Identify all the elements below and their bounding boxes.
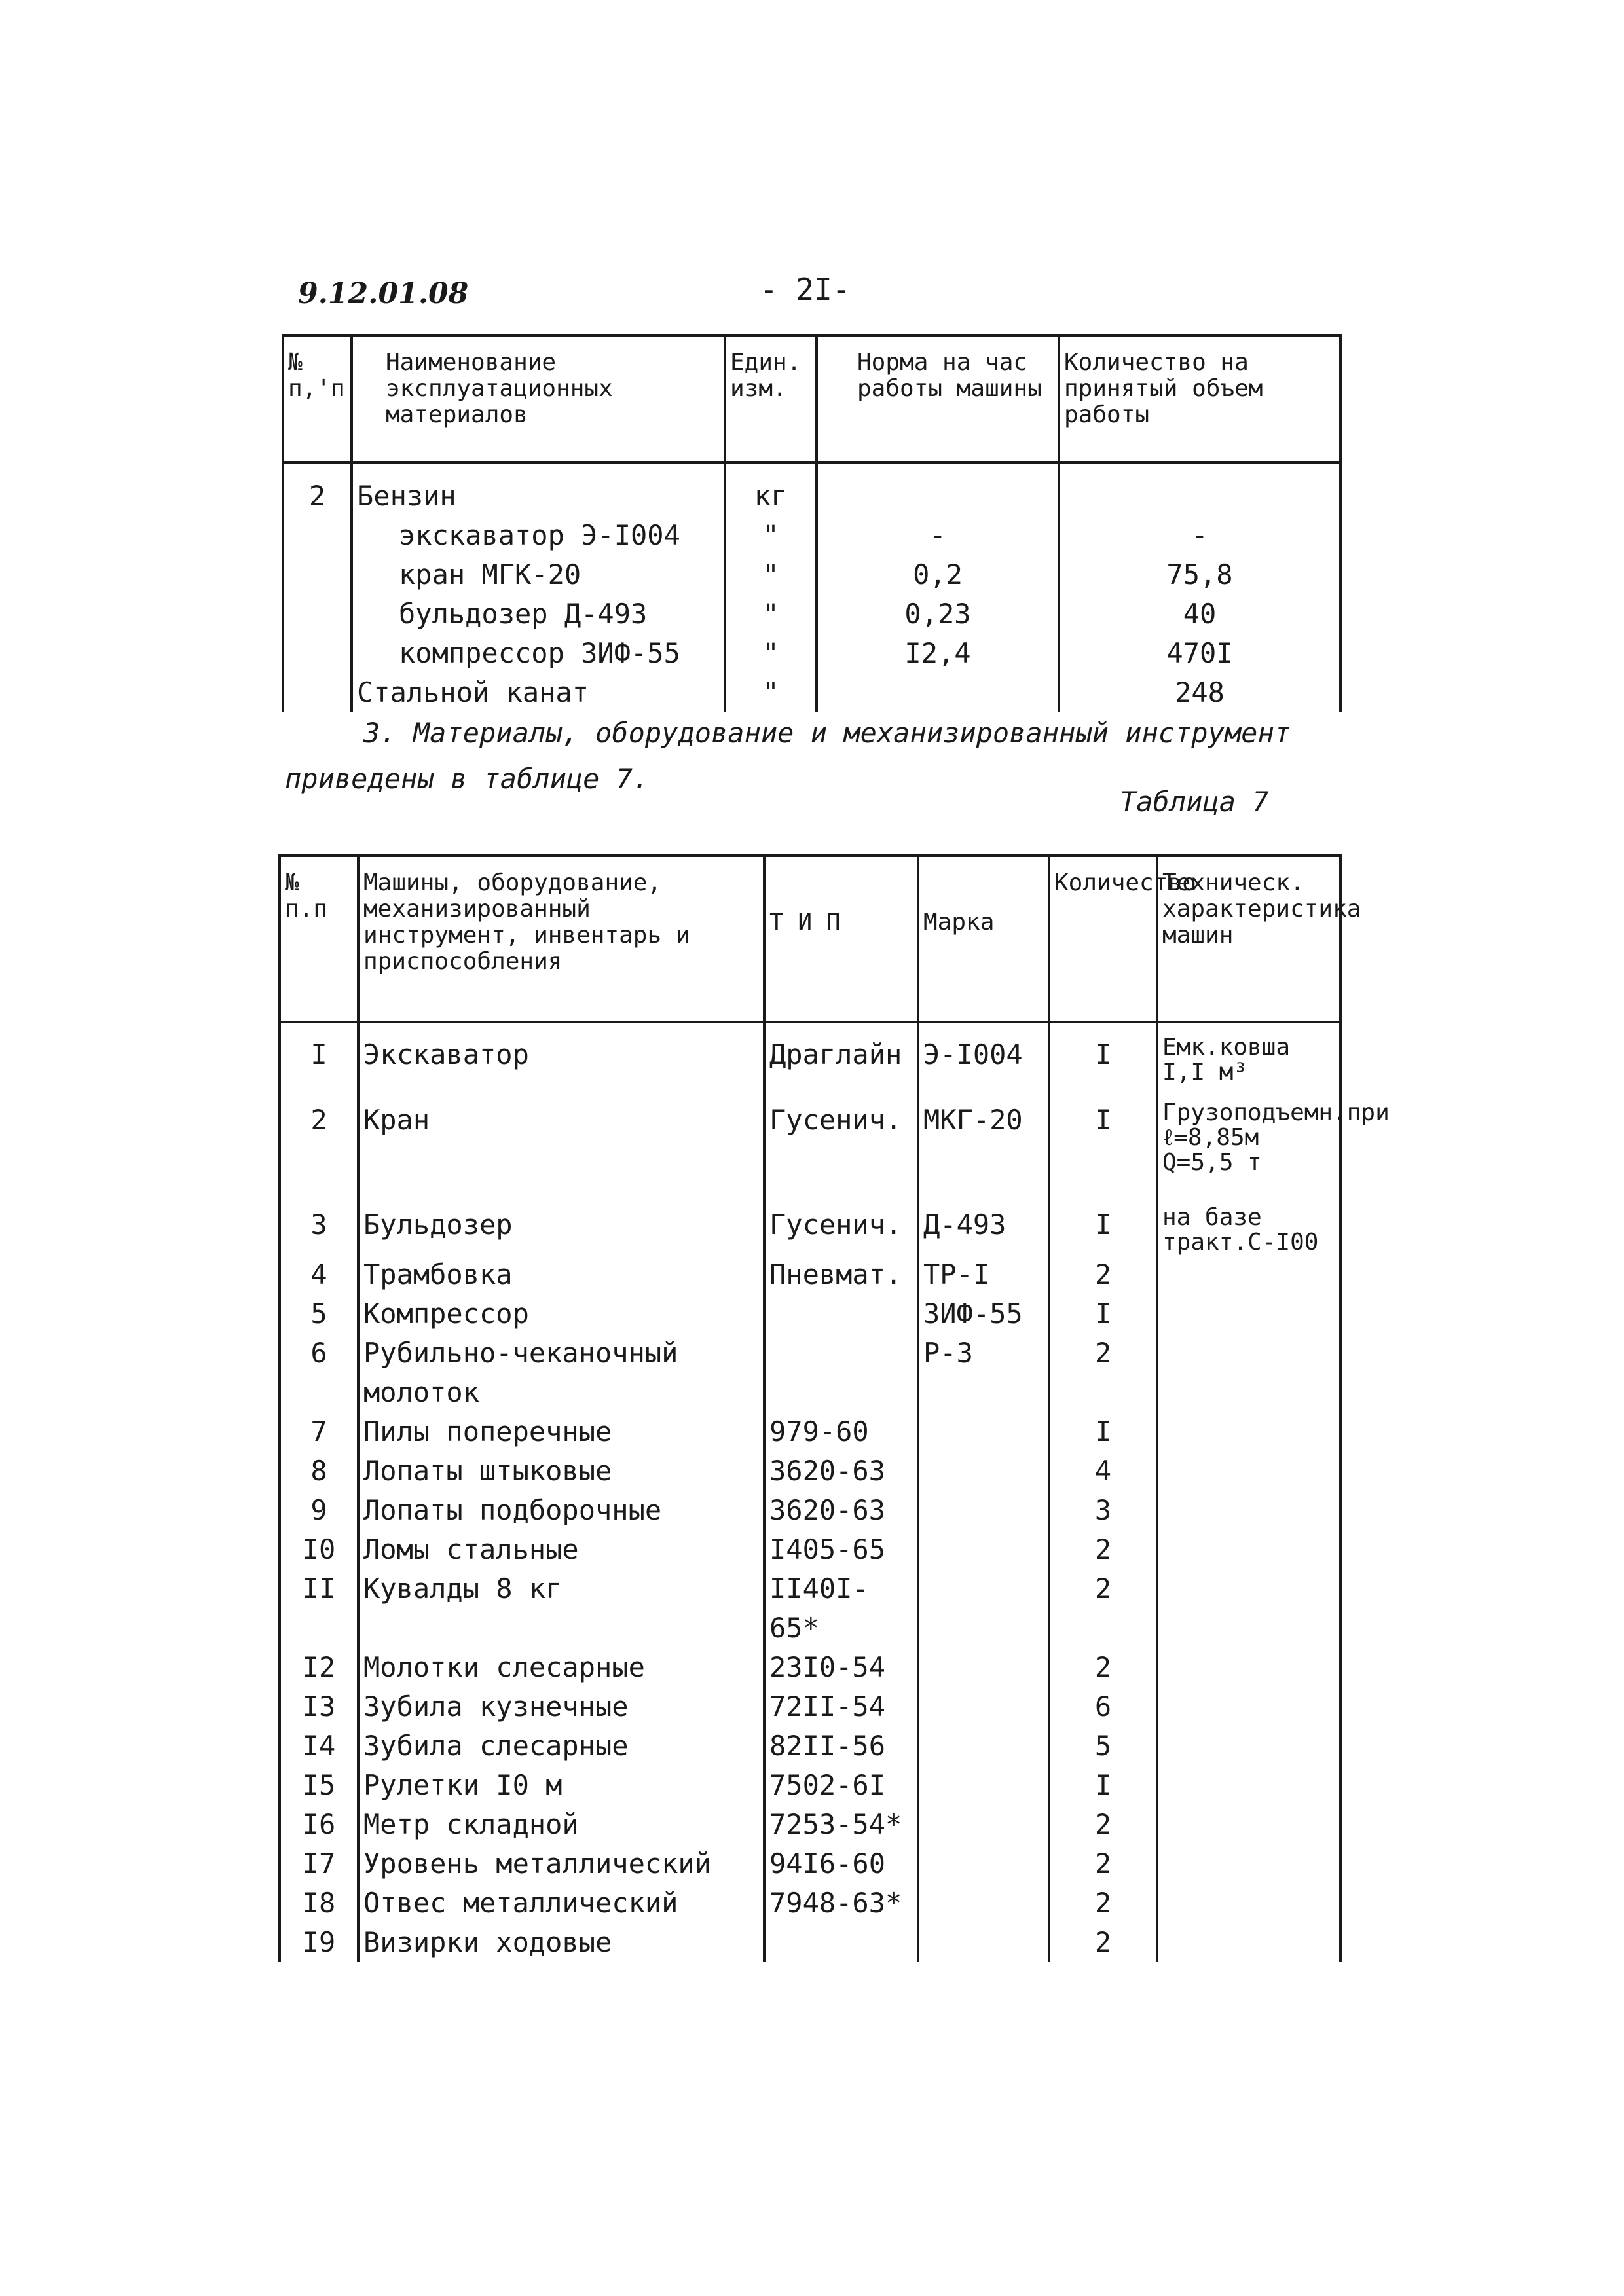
table-row	[280, 1101, 1340, 1205]
technical-specs	[1157, 1530, 1340, 1569]
norm-per-hour	[817, 673, 1059, 712]
col-header-name: Машины, оборудование, механизированный инструмент, инвентарь и приспособления	[358, 856, 764, 1022]
technical-specs	[1157, 1766, 1340, 1805]
row-number	[283, 594, 352, 634]
equipment-name: Бульдозер	[358, 1205, 764, 1255]
total-quantity: 75,8	[1059, 555, 1340, 594]
row-number: I3	[280, 1687, 358, 1726]
table-row	[283, 555, 1340, 594]
equipment-quantity: I	[1049, 1022, 1157, 1101]
equipment-quantity: 3	[1049, 1491, 1157, 1530]
col-header-type: Т И П	[764, 856, 918, 1022]
paragraph-line-1: 3. Материалы, оборудование и механизированный инструмент	[363, 717, 1291, 749]
unit: "	[725, 555, 817, 594]
row-number	[283, 516, 352, 555]
equipment-name: Отвес металлический	[358, 1884, 764, 1923]
table-row	[280, 1648, 1340, 1687]
equipment-type: Драглайн	[764, 1022, 918, 1101]
document-code: 9.12.01.08	[298, 277, 469, 310]
norm-per-hour	[817, 462, 1059, 516]
material-name: компрессор ЗИФ-55	[352, 634, 725, 673]
row-number: 2	[283, 462, 352, 516]
equipment-brand	[918, 1412, 1049, 1451]
equipment-brand	[918, 1491, 1049, 1530]
row-number: 8	[280, 1451, 358, 1491]
equipment-quantity: I	[1049, 1101, 1157, 1205]
equipment-brand	[918, 1766, 1049, 1805]
materials-table	[282, 334, 1342, 712]
table-row	[280, 1805, 1340, 1844]
equipment-type: 7948-63*	[764, 1884, 918, 1923]
row-number: I8	[280, 1884, 358, 1923]
equipment-brand	[918, 1451, 1049, 1491]
table-row	[280, 1334, 1340, 1412]
row-number: I5	[280, 1766, 358, 1805]
equipment-quantity: 5	[1049, 1726, 1157, 1766]
material-name: бульдозер Д-493	[352, 594, 725, 634]
table-row	[283, 462, 1340, 516]
equipment-quantity: 2	[1049, 1844, 1157, 1884]
total-quantity	[1059, 462, 1340, 516]
equipment-brand	[918, 1923, 1049, 1962]
equipment-name: Рулетки I0 м	[358, 1766, 764, 1805]
technical-specs	[1157, 1451, 1340, 1491]
table-row	[280, 1923, 1340, 1962]
equipment-brand: МКГ-20	[918, 1101, 1049, 1205]
technical-specs	[1157, 1569, 1340, 1648]
technical-specs	[1157, 1687, 1340, 1726]
table-row	[280, 1412, 1340, 1451]
table-row	[280, 1255, 1340, 1294]
table-row	[283, 516, 1340, 555]
equipment-name: Метр складной	[358, 1805, 764, 1844]
norm-per-hour: 0,2	[817, 555, 1059, 594]
equipment-name: Кран	[358, 1101, 764, 1205]
row-number	[283, 555, 352, 594]
table-header-row	[283, 335, 1340, 462]
equipment-quantity: 2	[1049, 1884, 1157, 1923]
row-number	[283, 634, 352, 673]
equipment-quantity: I	[1049, 1294, 1157, 1334]
equipment-quantity: I	[1049, 1412, 1157, 1451]
equipment-name: Лопаты подборочные	[358, 1491, 764, 1530]
row-number: 5	[280, 1294, 358, 1334]
table-row	[280, 1294, 1340, 1334]
table-caption: Таблица 7	[1120, 786, 1269, 818]
norm-per-hour: 0,23	[817, 594, 1059, 634]
technical-specs: на базе тракт.С-I00	[1157, 1205, 1340, 1255]
col-header-num: № п,'п	[283, 335, 352, 462]
equipment-quantity: 6	[1049, 1687, 1157, 1726]
equipment-type: 23I0-54	[764, 1648, 918, 1687]
equipment-name: Трамбовка	[358, 1255, 764, 1294]
table-row	[280, 1205, 1340, 1255]
row-number: I2	[280, 1648, 358, 1687]
equipment-quantity: I	[1049, 1205, 1157, 1255]
equipment-brand	[918, 1648, 1049, 1687]
equipment-quantity: 2	[1049, 1569, 1157, 1648]
row-number: II	[280, 1569, 358, 1648]
equipment-name: Молотки слесарные	[358, 1648, 764, 1687]
equipment-brand: Э-I004	[918, 1022, 1049, 1101]
table-row	[280, 1726, 1340, 1766]
equipment-brand	[918, 1844, 1049, 1884]
col-header-tech: Техническ. характеристика машин	[1157, 856, 1340, 1022]
equipment-table	[278, 854, 1390, 1962]
unit: "	[725, 594, 817, 634]
equipment-quantity: 2	[1049, 1805, 1157, 1844]
col-header-qty: Количество	[1049, 856, 1157, 1022]
material-name: Бензин	[352, 462, 725, 516]
equipment-brand	[918, 1530, 1049, 1569]
equipment-quantity: 2	[1049, 1530, 1157, 1569]
row-number: 3	[280, 1205, 358, 1255]
equipment-brand	[918, 1687, 1049, 1726]
unit: "	[725, 673, 817, 712]
equipment-type: 3620-63	[764, 1491, 918, 1530]
equipment-name: Зубила кузнечные	[358, 1687, 764, 1726]
table-row	[280, 1844, 1340, 1884]
technical-specs	[1157, 1923, 1340, 1962]
table-header-row	[280, 856, 1340, 1022]
table-row	[283, 594, 1340, 634]
equipment-brand: Р-3	[918, 1334, 1049, 1412]
technical-specs	[1157, 1491, 1340, 1530]
technical-specs	[1157, 1294, 1340, 1334]
equipment-type: 7502-6I	[764, 1766, 918, 1805]
col-header-qty: Количество на принятый объем работы	[1059, 335, 1340, 462]
table-row	[280, 1569, 1340, 1648]
technical-specs	[1157, 1844, 1340, 1884]
equipment-quantity: 2	[1049, 1923, 1157, 1962]
equipment-type: 7253-54*	[764, 1805, 918, 1844]
equipment-name: Кувалды 8 кг	[358, 1569, 764, 1648]
equipment-type: 979-60	[764, 1412, 918, 1451]
row-number: I7	[280, 1844, 358, 1884]
equipment-type: 82II-56	[764, 1726, 918, 1766]
equipment-type: 94I6-60	[764, 1844, 918, 1884]
equipment-brand: Д-493	[918, 1205, 1049, 1255]
row-number: 4	[280, 1255, 358, 1294]
total-quantity: -	[1059, 516, 1340, 555]
equipment-quantity: 2	[1049, 1648, 1157, 1687]
equipment-type: 72II-54	[764, 1687, 918, 1726]
col-header-brand: Марка	[918, 856, 1049, 1022]
row-number: I9	[280, 1923, 358, 1962]
total-quantity: 248	[1059, 673, 1340, 712]
equipment-name: Ломы стальные	[358, 1530, 764, 1569]
col-header-norm: Норма на час работы машины	[817, 335, 1059, 462]
material-name: кран МГК-20	[352, 555, 725, 594]
equipment-brand	[918, 1884, 1049, 1923]
total-quantity: 40	[1059, 594, 1340, 634]
equipment-brand	[918, 1569, 1049, 1648]
equipment-name: Пилы поперечные	[358, 1412, 764, 1451]
col-header-name: Наименование эксплуатационных материалов	[352, 335, 725, 462]
equipment-brand	[918, 1726, 1049, 1766]
equipment-quantity: 2	[1049, 1334, 1157, 1412]
technical-specs	[1157, 1884, 1340, 1923]
row-number: 9	[280, 1491, 358, 1530]
equipment-name: Экскаватор	[358, 1022, 764, 1101]
technical-specs	[1157, 1334, 1340, 1412]
technical-specs	[1157, 1726, 1340, 1766]
unit: "	[725, 634, 817, 673]
equipment-quantity: 2	[1049, 1255, 1157, 1294]
table-row	[280, 1766, 1340, 1805]
equipment-name: Уровень металлический	[358, 1844, 764, 1884]
technical-specs	[1157, 1648, 1340, 1687]
norm-per-hour: I2,4	[817, 634, 1059, 673]
table-row	[280, 1687, 1340, 1726]
paragraph-line-2: приведены в таблице 7.	[285, 763, 650, 795]
equipment-brand	[918, 1805, 1049, 1844]
row-number	[283, 673, 352, 712]
equipment-brand: ТР-I	[918, 1255, 1049, 1294]
page-number: - 2I-	[760, 272, 851, 307]
unit: "	[725, 516, 817, 555]
row-number: 7	[280, 1412, 358, 1451]
table-row	[280, 1491, 1340, 1530]
row-number: I	[280, 1022, 358, 1101]
equipment-type: I405-65	[764, 1530, 918, 1569]
equipment-type	[764, 1294, 918, 1334]
unit: кг	[725, 462, 817, 516]
equipment-name: Зубила слесарные	[358, 1726, 764, 1766]
equipment-name: Лопаты штыковые	[358, 1451, 764, 1491]
row-number: I4	[280, 1726, 358, 1766]
technical-specs: Емк.ковша I,I м³	[1157, 1022, 1340, 1101]
equipment-quantity: 4	[1049, 1451, 1157, 1491]
col-header-num: № п.п	[280, 856, 358, 1022]
table-row	[283, 634, 1340, 673]
equipment-name: Визирки ходовые	[358, 1923, 764, 1962]
material-name: экскаватор Э-I004	[352, 516, 725, 555]
technical-specs	[1157, 1805, 1340, 1844]
equipment-brand: ЗИФ-55	[918, 1294, 1049, 1334]
row-number: I0	[280, 1530, 358, 1569]
table-row	[280, 1022, 1340, 1101]
equipment-type: 3620-63	[764, 1451, 918, 1491]
equipment-type	[764, 1923, 918, 1962]
table-row	[280, 1884, 1340, 1923]
equipment-name: Рубильно-чеканочный молоток	[358, 1334, 764, 1412]
table-row	[283, 673, 1340, 712]
equipment-type: Гусенич.	[764, 1205, 918, 1255]
material-name: Стальной канат	[352, 673, 725, 712]
technical-specs	[1157, 1412, 1340, 1451]
norm-per-hour: -	[817, 516, 1059, 555]
col-header-unit: Един. изм.	[725, 335, 817, 462]
equipment-type	[764, 1334, 918, 1412]
total-quantity: 470I	[1059, 634, 1340, 673]
table-row	[280, 1451, 1340, 1491]
row-number: I6	[280, 1805, 358, 1844]
technical-specs: Грузоподъемн.при ℓ=8,85м Q=5,5 т	[1157, 1101, 1340, 1205]
row-number: 6	[280, 1334, 358, 1412]
equipment-type: Пневмат.	[764, 1255, 918, 1294]
technical-specs	[1157, 1255, 1340, 1294]
equipment-quantity: I	[1049, 1766, 1157, 1805]
table-row	[280, 1530, 1340, 1569]
row-number: 2	[280, 1101, 358, 1205]
equipment-name: Компрессор	[358, 1294, 764, 1334]
equipment-type: Гусенич.	[764, 1101, 918, 1205]
equipment-type: II40I-65*	[764, 1569, 918, 1648]
